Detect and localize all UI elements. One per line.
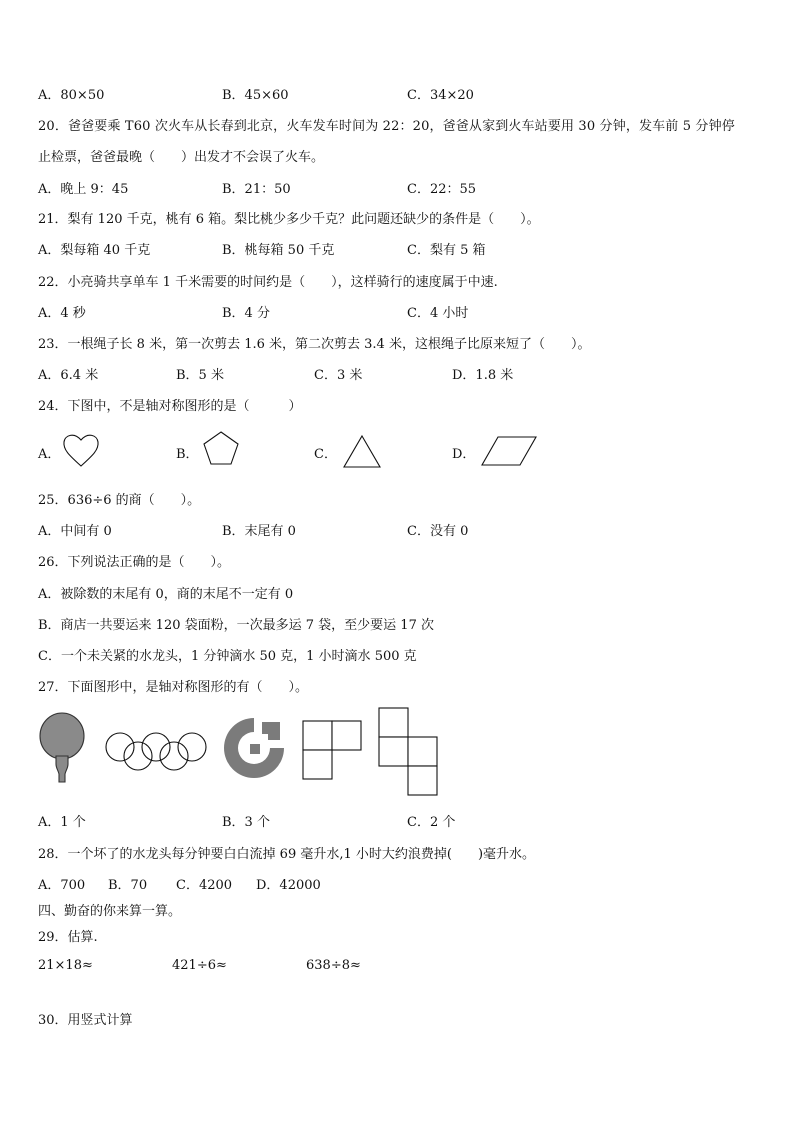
q21-text: 21．梨有 120 千克，桃有 6 箱。梨比桃少多少千克？此问题还缺少的条件是（ ）。: [38, 212, 540, 227]
q26-text: 26．下列说法正确的是（ ）。: [38, 555, 231, 570]
q27-option-c: C．2 个: [407, 815, 456, 830]
pentagon-icon: [202, 430, 240, 466]
square-grid-zigzag-icon: [378, 707, 438, 797]
q23-option-c: C．3 米: [314, 368, 363, 383]
q26-option-b: B．商店一共要运来 120 袋面粉，一次最多运 7 袋，至少要运 17 次: [38, 618, 434, 633]
q23-text: 23．一根绳子长 8 米，第一次剪去 1.6 米，第二次剪去 3.4 米，这根绳子比原来短了（ ）。: [38, 337, 591, 352]
q25-option-a: A．中间有 0: [38, 524, 112, 539]
triangle-icon: [342, 434, 382, 470]
q30-text: 30．用竖式计算: [38, 1013, 133, 1028]
q25-option-c: C．没有 0: [407, 524, 469, 539]
section-title: 四、勤奋的你来算一算。: [38, 904, 182, 919]
q29-item-1: 21×18≈: [38, 958, 93, 973]
q29-item-2: 421÷6≈: [172, 958, 227, 973]
q22-option-a: A．4 秒: [38, 306, 86, 321]
q28-option-c: C．4200: [176, 878, 233, 893]
q24-option-d: D．: [452, 447, 476, 462]
q25-text: 25．636÷6 的商（ ）。: [38, 493, 201, 508]
q19-option-c: C．34×20: [407, 88, 474, 103]
q29-item-3: 638÷8≈: [306, 958, 361, 973]
q20-option-b: B．21：50: [222, 182, 291, 197]
q29-text: 29．估算.: [38, 930, 98, 945]
q19-option-a: A．80×50: [38, 88, 105, 103]
q27-text: 27．下面图形中，是轴对称图形的有（ ）。: [38, 680, 309, 695]
q21-option-c: C．梨有 5 箱: [407, 243, 486, 258]
q24-option-b: B．: [176, 447, 199, 462]
q28-option-a: A．700: [38, 878, 86, 893]
q24-option-a: A．: [38, 447, 61, 462]
heart-icon: [62, 432, 100, 468]
q22-option-b: B．4 分: [222, 306, 270, 321]
q21-option-b: B．桃每箱 50 千克: [222, 243, 335, 258]
q22-option-c: C．4 小时: [407, 306, 469, 321]
q28-option-b: B．70: [108, 878, 148, 893]
bank-logo-icon: [222, 716, 286, 780]
q26-option-c: C．一个未关紧的水龙头，1 分钟滴水 50 克，1 小时滴水 500 克: [38, 649, 417, 664]
q19-option-b: B．45×60: [222, 88, 289, 103]
q20-text-line1: 20．爸爸要乘 T60 次火车从长春到北京，火车发车时间为 22：20，爸爸从家到火车站要用 30 分钟，发车前 5 分钟停: [38, 119, 735, 134]
q20-option-c: C．22：55: [407, 182, 477, 197]
q21-option-a: A．梨每箱 40 千克: [38, 243, 151, 258]
q23-option-a: A．6.4 米: [38, 368, 99, 383]
q27-option-a: A．1 个: [38, 815, 86, 830]
q25-option-b: B．末尾有 0: [222, 524, 296, 539]
q22-text: 22．小亮骑共享单车 1 千米需要的时间约是（ ），这样骑行的速度属于中速.: [38, 275, 498, 290]
q27-option-b: B．3 个: [222, 815, 270, 830]
q20-text-line2: 止检票，爸爸最晚（ ）出发才不会误了火车。: [38, 150, 325, 165]
q24-option-c: C．: [314, 447, 337, 462]
q23-option-d: D．1.8 米: [452, 368, 514, 383]
q24-text: 24．下图中，不是轴对称图形的是（ ）: [38, 399, 302, 414]
q28-option-d: D．42000: [256, 878, 321, 893]
ping-pong-paddle-icon: [38, 712, 88, 784]
olympic-rings-icon: [104, 730, 208, 772]
parallelogram-icon: [480, 435, 538, 467]
square-grid-l-icon: [302, 720, 362, 782]
q20-option-a: A．晚上 9：45: [38, 182, 129, 197]
q23-option-b: B．5 米: [176, 368, 224, 383]
q26-option-a: A．被除数的末尾有 0，商的末尾不一定有 0: [38, 587, 294, 602]
q28-text: 28．一个坏了的水龙头每分钟要白白流掉 69 毫升水,1 小时大约浪费掉( )毫升水。: [38, 847, 536, 862]
